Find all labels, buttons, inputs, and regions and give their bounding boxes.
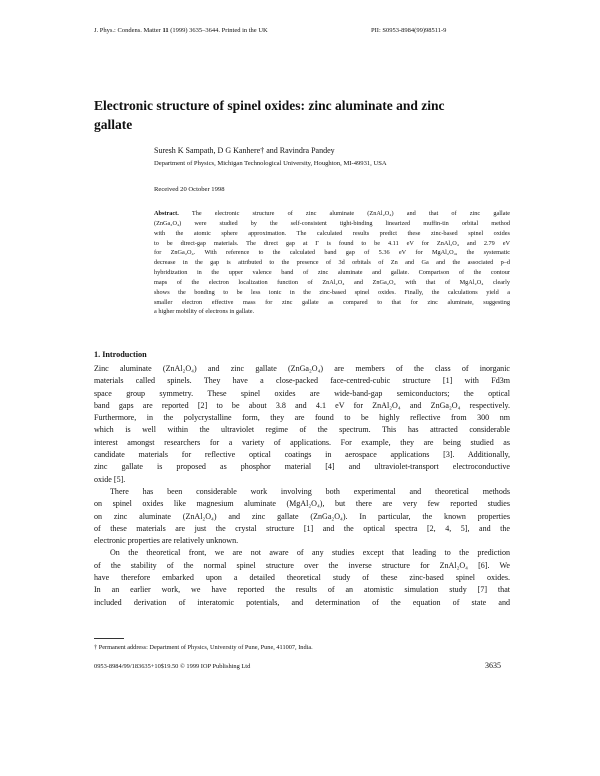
body-line: of the stability of the normal spinel structure over the inverse structure for ZnAl₂O₄ [6]. We <box>94 560 510 570</box>
pii-identifier: PII: S0953-8984(99)98511-9 <box>371 27 447 34</box>
abstract-line: shows the bonding to be less ionic in the zinc-based spinel oxides. Finally, the calculations yield a <box>154 288 510 296</box>
abstract-line: for ZnGa₂O₄. With reference to the calculated band gap of 5.36 eV for MgAl₂O₄, the systematic <box>154 249 510 257</box>
body-line: oxide [5]. <box>94 474 126 484</box>
introduction-body <box>94 363 510 609</box>
abstract-line: to be direct-gap materials. The direct gap at Γ is found to be 4.11 eV for ZnAl₂O₄ and 2.79 eV <box>154 239 510 247</box>
body-line: electronic properties are relatively unknown. <box>94 536 239 546</box>
journal-volume: 11 <box>162 27 169 34</box>
abstract <box>154 209 510 317</box>
abstract-line: Abstract. The electronic structure of zinc aluminate (ZnAl₂O₄) and that of zinc gallate <box>154 210 510 217</box>
body-line: space group symmetry. These spinel oxides are wide-band-gap semiconductors; the optical <box>94 388 510 398</box>
journal-citation <box>94 27 268 34</box>
abstract-line: with the atomic sphere approximation. The calculated results predict these zinc-based spinel oxides <box>154 229 510 237</box>
body-line: interest amongst researchers for a variety of applications. For example, they are being studied as <box>94 437 510 447</box>
abstract-line: (ZnGa₂O₄) were studied by the self-consistent tight-binding linearized muffin-tin orbital method <box>154 219 510 227</box>
body-line: Furthermore, in the polycrystalline form, they are found to be highly reflective from 300 nm <box>94 413 510 423</box>
received-date: Received 20 October 1998 <box>154 186 225 193</box>
body-line: which is well within the ultraviolet regime of the spectrum. This has attracted considerable <box>94 425 510 435</box>
body-line: Zinc aluminate (ZnAl₂O₄) and zinc gallate (ZnGa₂O₄) are members of the class of inorganic <box>94 364 510 373</box>
body-line: have therefore embarked upon a detailed theoretical study of these zinc-based spinel oxides. <box>94 573 510 583</box>
body-line: of these materials are just the crystal structure [1] and the optical spectra [2, 4, 5], and the <box>94 523 510 533</box>
abstract-label: Abstract. <box>154 210 179 217</box>
body-line: on spinel oxides like magnesium aluminate (MgAl₂O₄), but there are very few reported studies <box>94 499 510 509</box>
body-line: In an earlier work, we have reported the results of an atomistic simulation study [7] that <box>94 585 510 595</box>
body-line: candidate materials for reflective optical coatings in aerospace applications [3]. Additionally, <box>94 450 510 460</box>
journal-name: J. Phys.: Condens. Matter <box>94 27 161 34</box>
footnote: † Permanent address: Department of Physics, University of Pune, Pune, 411007, India. <box>94 644 313 651</box>
body-line: There has been considerable work involving both experimental and theoretical methods <box>110 486 510 496</box>
affiliation: Department of Physics, Michigan Technological University, Houghton, MI-49931, USA <box>154 160 387 167</box>
body-line: included derivation of interatomic potentials, and determination of the equation of state and <box>94 597 510 607</box>
page-number: 3635 <box>485 661 501 670</box>
body-line: on zinc aluminate (ZnAl₂O₄) and zinc gallate (ZnGa₂O₄). In particular, the known properties <box>94 511 510 521</box>
paper-title: Electronic structure of spinel oxides: zinc aluminate and zinc gallate <box>94 98 445 132</box>
abstract-line: a higher mobility of electrons in gallate. <box>154 308 255 316</box>
abstract-line: maps of the electron localization function of ZnAl₂O₄ and ZnGa₂O₄ with that of MgAl₂O₄ clearly <box>154 278 510 286</box>
footnote-rule <box>94 638 124 639</box>
body-line: materials called spinels. They have a close-packed face-centred-cubic structure [1] with Fd3m <box>94 376 510 386</box>
abstract-line: hybridization in the upper valence band of zinc aluminate and gallate. Comparison of the contour <box>154 269 510 277</box>
body-line: band gaps are reported [2] to be about 3.8 and 4.1 eV for ZnAl₂O₄ and ZnGa₂O₄ respectively. <box>94 400 510 410</box>
abstract-line: smaller electron effective mass for zinc gallate as compared to that for zinc aluminate, suggesting <box>154 298 510 306</box>
journal-year-pages: (1999) 3635–3644. Printed in the UK <box>170 27 268 34</box>
body-line: On the theoretical front, we are not aware of any studies except that leading to the prediction <box>110 548 510 558</box>
authors: Suresh K Sampath, D G Kanhere† and Ravindra Pandey <box>154 146 335 155</box>
body-line: zinc gallate is proposed as phosphor material [4] and ultraviolet-transport electroconductive <box>94 462 510 472</box>
section-heading-introduction: 1. Introduction <box>94 350 147 359</box>
abstract-line: decrease in the gap is attributed to the presence of 3d orbitals of Zn and Ga and the associated p–d <box>154 259 510 267</box>
copyright-line: 0953-8984/99/183635+10$19.50 © 1999 IOP Publishing Ltd <box>94 663 251 670</box>
